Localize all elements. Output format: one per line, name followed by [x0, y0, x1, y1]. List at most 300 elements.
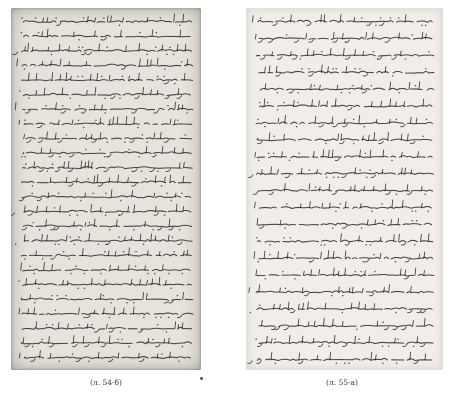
diacritic-dot — [55, 17, 57, 19]
descender-stroke — [401, 242, 406, 245]
ascender-stroke — [319, 187, 320, 191]
ascender-stroke — [426, 34, 427, 39]
script-stroke — [22, 357, 191, 359]
diacritic-dot — [47, 171, 49, 173]
diacritic-dot — [55, 244, 57, 246]
diacritic-dot — [381, 203, 383, 205]
ascender-stroke — [405, 270, 406, 276]
descender-stroke — [259, 225, 264, 228]
script-line — [256, 115, 432, 127]
diacritic-dot — [155, 317, 157, 319]
ascender-stroke — [428, 234, 429, 242]
script-line — [17, 58, 193, 70]
ascender-stroke — [370, 150, 371, 157]
script-stroke — [252, 54, 434, 56]
ascender-stroke — [371, 352, 372, 360]
ascender-stroke — [410, 117, 411, 123]
ascender-stroke — [333, 32, 334, 39]
diacritic-dot — [427, 210, 429, 212]
diacritic-dot — [260, 17, 262, 19]
ascender-stroke — [97, 175, 98, 183]
descender-stroke — [154, 110, 159, 113]
diacritic-dot — [173, 251, 175, 253]
descender-stroke — [378, 141, 383, 144]
diacritic-dot — [172, 236, 174, 238]
diacritic-dot — [425, 68, 427, 70]
diacritic-dot — [104, 112, 106, 114]
diacritic-dot — [413, 346, 415, 348]
ascender-stroke — [36, 91, 37, 96]
diacritic-dot — [255, 338, 257, 340]
descender-stroke — [393, 327, 398, 330]
ascender-stroke — [174, 14, 175, 22]
descender-stroke — [81, 110, 86, 113]
ascender-stroke — [183, 176, 184, 182]
diacritic-dot — [79, 105, 81, 107]
diacritic-dot — [103, 295, 105, 297]
script-stroke — [22, 123, 192, 125]
diacritic-dot — [77, 214, 79, 216]
diacritic-dot — [80, 229, 82, 231]
ascender-stroke — [416, 118, 417, 123]
diacritic-dot — [91, 324, 93, 326]
descender-stroke — [94, 329, 99, 332]
diacritic-dot — [98, 244, 100, 246]
diacritic-dot — [157, 171, 159, 173]
descender-stroke — [37, 198, 42, 201]
diacritic-dot — [166, 193, 168, 195]
diacritic-dot — [345, 41, 347, 43]
ascender-stroke — [359, 115, 360, 123]
script-stroke — [257, 308, 432, 310]
ascender-stroke — [179, 163, 180, 168]
script-line — [254, 251, 433, 263]
diacritic-dot — [166, 54, 168, 56]
ascender-stroke — [143, 293, 144, 300]
descender-stroke — [138, 329, 143, 332]
script-stroke — [24, 240, 192, 242]
script-stroke — [17, 254, 191, 256]
diacritic-dot — [77, 287, 79, 289]
diacritic-dot — [133, 302, 135, 304]
diacritic-dot — [348, 362, 350, 364]
diacritic-dot — [181, 61, 183, 63]
ascender-stroke — [317, 170, 318, 174]
diacritic-dot — [382, 346, 384, 348]
diacritic-dot — [99, 149, 101, 151]
ascender-stroke — [332, 117, 333, 123]
stray-ink-mark — [200, 377, 203, 380]
ascender-stroke — [278, 169, 279, 174]
diacritic-dot — [75, 266, 77, 268]
ascender-stroke — [319, 101, 320, 107]
diacritic-dot — [82, 46, 84, 48]
descender-stroke — [139, 359, 144, 362]
ascender-stroke — [109, 336, 110, 344]
descender-stroke — [30, 359, 35, 362]
manuscript-page-left — [11, 8, 201, 370]
ascender-stroke — [43, 18, 44, 22]
ascender-stroke — [128, 206, 129, 212]
diacritic-dot — [285, 288, 287, 290]
diacritic-dot — [63, 251, 65, 253]
ascender-stroke — [303, 303, 304, 309]
diacritic-dot — [120, 200, 122, 202]
descender-stroke — [98, 183, 103, 186]
diacritic-dot — [428, 51, 430, 53]
diacritic-dot — [59, 156, 61, 158]
descender-stroke — [168, 227, 173, 230]
script-line — [252, 14, 432, 26]
ascender-stroke — [42, 32, 43, 37]
diacritic-dot — [110, 302, 112, 304]
ascender-stroke — [175, 193, 176, 197]
diacritic-dot — [355, 271, 357, 273]
script-line — [19, 116, 192, 128]
descender-stroke — [319, 124, 324, 127]
descender-stroke — [22, 227, 27, 230]
diacritic-dot — [275, 338, 277, 340]
descender-stroke — [384, 327, 389, 330]
diacritic-dot — [15, 244, 17, 246]
manuscript-page-right — [246, 8, 443, 370]
script-stroke — [256, 257, 433, 259]
descender-stroke — [345, 242, 350, 245]
diacritic-dot — [326, 177, 328, 179]
ascender-stroke — [289, 336, 290, 344]
diacritic-dot — [142, 134, 144, 136]
diacritic-dot — [166, 331, 168, 333]
ascender-stroke — [97, 73, 98, 80]
descender-stroke — [332, 192, 337, 195]
descender-stroke — [371, 175, 376, 178]
script-line — [259, 318, 433, 330]
diacritic-dot — [117, 339, 119, 341]
diacritic-dot — [286, 203, 288, 205]
diacritic-dot — [182, 346, 184, 348]
diacritic-dot — [109, 317, 111, 319]
diacritic-dot — [160, 17, 162, 19]
ascender-stroke — [169, 219, 170, 227]
ascender-stroke — [89, 233, 90, 241]
descender-stroke — [410, 141, 415, 144]
descender-stroke — [285, 175, 290, 178]
diacritic-dot — [123, 251, 125, 253]
ascender-stroke — [115, 252, 116, 256]
script-stroke — [256, 223, 432, 225]
ascender-stroke — [265, 67, 266, 73]
diacritic-dot — [177, 120, 179, 122]
diacritic-dot — [29, 266, 31, 268]
script-stroke — [252, 139, 431, 141]
diacritic-dot — [361, 17, 363, 19]
script-line — [19, 190, 191, 202]
ascender-stroke — [342, 34, 343, 39]
diacritic-dot — [25, 163, 27, 165]
descender-stroke — [335, 158, 340, 161]
script-stroke — [21, 342, 191, 344]
diacritic-dot — [297, 92, 299, 94]
ascender-stroke — [342, 322, 343, 327]
ascender-stroke — [111, 190, 112, 198]
ascender-stroke — [271, 167, 272, 174]
ascender-stroke — [407, 134, 408, 140]
diacritic-dot — [182, 273, 184, 275]
script-stroke — [254, 172, 434, 174]
script-line — [256, 65, 434, 77]
diacritic-dot — [361, 227, 363, 229]
ascender-stroke — [280, 220, 281, 225]
script-line — [252, 150, 432, 161]
diacritic-dot — [331, 295, 333, 297]
ascender-stroke — [367, 220, 368, 225]
ascender-stroke — [126, 116, 127, 124]
ascender-stroke — [183, 14, 184, 22]
descender-stroke — [104, 169, 109, 172]
ascender-stroke — [76, 178, 77, 183]
ascender-stroke — [154, 133, 155, 139]
diacritic-dot — [415, 210, 417, 212]
diacritic-dot — [38, 287, 40, 289]
descender-stroke — [11, 212, 15, 215]
ascender-stroke — [28, 43, 29, 51]
ascender-stroke — [352, 287, 353, 292]
diacritic-dot — [309, 261, 311, 263]
diacritic-dot — [32, 185, 34, 187]
descender-stroke — [39, 169, 44, 172]
ascender-stroke — [333, 268, 334, 275]
ascender-stroke — [322, 203, 323, 208]
diacritic-dot — [405, 58, 407, 60]
descender-stroke — [258, 39, 263, 42]
diacritic-dot — [282, 17, 284, 19]
descender-stroke — [385, 192, 390, 195]
diacritic-dot — [395, 312, 397, 314]
descender-stroke — [405, 259, 410, 262]
script-line — [21, 14, 191, 26]
script-stroke — [23, 152, 191, 154]
diacritic-dot — [106, 46, 108, 48]
diacritic-dot — [415, 85, 417, 87]
ascender-stroke — [398, 218, 399, 224]
diacritic-dot — [382, 321, 384, 323]
diacritic-dot — [321, 51, 323, 53]
ascender-stroke — [79, 308, 80, 314]
script-stroke — [21, 298, 193, 300]
diacritic-dot — [24, 258, 26, 260]
descender-stroke — [56, 23, 61, 26]
script-line — [255, 32, 432, 43]
ascender-stroke — [341, 234, 342, 242]
descender-stroke — [257, 141, 262, 144]
script-line — [256, 218, 432, 228]
diacritic-dot — [365, 244, 367, 246]
diacritic-dot — [70, 273, 72, 275]
ascender-stroke — [108, 251, 109, 256]
descender-stroke — [55, 169, 60, 172]
diacritic-dot — [141, 171, 143, 173]
ascender-stroke — [111, 16, 112, 22]
ascender-stroke — [37, 206, 38, 212]
diacritic-dot — [373, 51, 375, 53]
diacritic-dot — [283, 237, 285, 239]
diacritic-dot — [375, 24, 377, 26]
descender-stroke — [68, 169, 73, 172]
diacritic-dot — [396, 362, 398, 364]
ascender-stroke — [392, 200, 393, 208]
diacritic-dot — [308, 68, 310, 70]
diacritic-dot — [161, 353, 163, 355]
ascender-stroke — [278, 119, 279, 124]
descender-stroke — [110, 96, 115, 99]
diacritic-dot — [353, 119, 355, 121]
diacritic-dot — [72, 353, 74, 355]
diacritic-dot — [133, 229, 135, 231]
ascender-stroke — [19, 308, 20, 314]
ascender-stroke — [345, 251, 346, 259]
diacritic-dot — [328, 346, 330, 348]
diacritic-dot — [84, 273, 86, 275]
diacritic-dot — [163, 76, 165, 78]
diacritic-dot — [301, 68, 303, 70]
diacritic-dot — [35, 17, 37, 19]
handwritten-text-right — [246, 8, 443, 370]
ascender-stroke — [64, 162, 65, 168]
diacritic-dot — [119, 97, 121, 99]
script-line — [11, 204, 191, 216]
diacritic-dot — [129, 149, 131, 151]
descender-stroke — [69, 154, 74, 157]
diacritic-dot — [24, 68, 26, 70]
descender-stroke — [284, 327, 289, 330]
diacritic-dot — [414, 244, 416, 246]
diacritic-dot — [107, 156, 109, 158]
ascender-stroke — [249, 288, 250, 293]
descender-stroke — [130, 139, 135, 142]
diacritic-dot — [57, 295, 59, 297]
handwritten-text-left — [11, 8, 201, 370]
diacritic-dot — [335, 210, 337, 212]
script-stroke — [22, 269, 190, 271]
script-stroke — [260, 88, 434, 90]
diacritic-dot — [78, 236, 80, 238]
diacritic-dot — [339, 203, 341, 205]
diacritic-dot — [390, 17, 392, 19]
diacritic-dot — [107, 141, 109, 143]
ascender-stroke — [44, 263, 45, 271]
script-line — [19, 175, 191, 187]
diacritic-dot — [100, 273, 102, 275]
ascender-stroke — [257, 218, 258, 225]
diacritic-dot — [344, 362, 346, 364]
ascender-stroke — [264, 99, 265, 107]
ascender-stroke — [23, 338, 24, 344]
descender-stroke — [26, 139, 31, 142]
diacritic-dot — [373, 254, 375, 256]
ascender-stroke — [146, 293, 147, 299]
descender-stroke — [177, 242, 182, 245]
script-line — [21, 293, 193, 304]
diacritic-dot — [177, 295, 179, 297]
diacritic-dot — [32, 346, 33, 348]
diacritic-dot — [106, 244, 108, 246]
diacritic-dot — [54, 207, 56, 209]
descender-stroke — [318, 344, 323, 347]
ascender-stroke — [47, 132, 48, 139]
descender-stroke — [169, 300, 174, 303]
ascender-stroke — [311, 84, 312, 89]
diacritic-dot — [425, 24, 427, 26]
diacritic-dot — [184, 134, 186, 136]
script-line — [259, 99, 432, 111]
diacritic-dot — [139, 32, 141, 33]
descender-stroke — [102, 37, 107, 40]
script-line — [260, 82, 434, 94]
descender-stroke — [155, 344, 160, 347]
ascender-stroke — [321, 252, 322, 259]
ascender-stroke — [380, 253, 381, 258]
ascender-stroke — [24, 235, 25, 241]
descender-stroke — [154, 212, 159, 215]
descender-stroke — [276, 73, 281, 76]
descender-stroke — [391, 56, 396, 59]
diacritic-dot — [258, 160, 260, 162]
diacritic-dot — [424, 193, 426, 195]
descender-stroke — [277, 56, 282, 59]
diacritic-dot — [70, 236, 72, 238]
ascender-stroke — [298, 304, 299, 309]
script-line — [253, 184, 433, 195]
script-line — [23, 132, 192, 143]
ascender-stroke — [271, 339, 272, 344]
diacritic-dot — [341, 92, 343, 94]
diacritic-dot — [65, 295, 67, 297]
descender-stroke — [72, 344, 77, 347]
ascender-stroke — [110, 265, 111, 270]
descender-stroke — [294, 39, 299, 42]
descender-stroke — [81, 52, 86, 55]
ascender-stroke — [60, 59, 61, 66]
diacritic-dot — [274, 136, 276, 138]
descender-stroke — [333, 124, 338, 127]
script-stroke — [256, 20, 433, 22]
ascender-stroke — [85, 222, 86, 226]
script-line — [252, 133, 431, 145]
script-line — [256, 234, 433, 246]
diacritic-dot — [256, 237, 258, 239]
diacritic-dot — [78, 120, 80, 122]
ascender-stroke — [384, 288, 385, 293]
diacritic-dot — [277, 109, 279, 111]
diacritic-dot — [273, 152, 275, 154]
descender-stroke — [248, 175, 253, 178]
script-stroke — [22, 79, 193, 81]
diacritic-dot — [168, 317, 170, 319]
descender-stroke — [347, 107, 352, 110]
diacritic-dot — [70, 97, 72, 99]
ascender-stroke — [114, 307, 115, 314]
diacritic-dot — [411, 34, 413, 36]
ascender-stroke — [157, 58, 158, 66]
diacritic-dot — [320, 244, 322, 246]
ascender-stroke — [24, 134, 25, 139]
diacritic-dot — [118, 236, 120, 238]
diacritic-dot — [88, 360, 90, 362]
ascender-stroke — [302, 288, 303, 293]
descender-stroke — [37, 125, 42, 128]
script-line — [22, 219, 192, 231]
diacritic-dot — [269, 244, 271, 246]
